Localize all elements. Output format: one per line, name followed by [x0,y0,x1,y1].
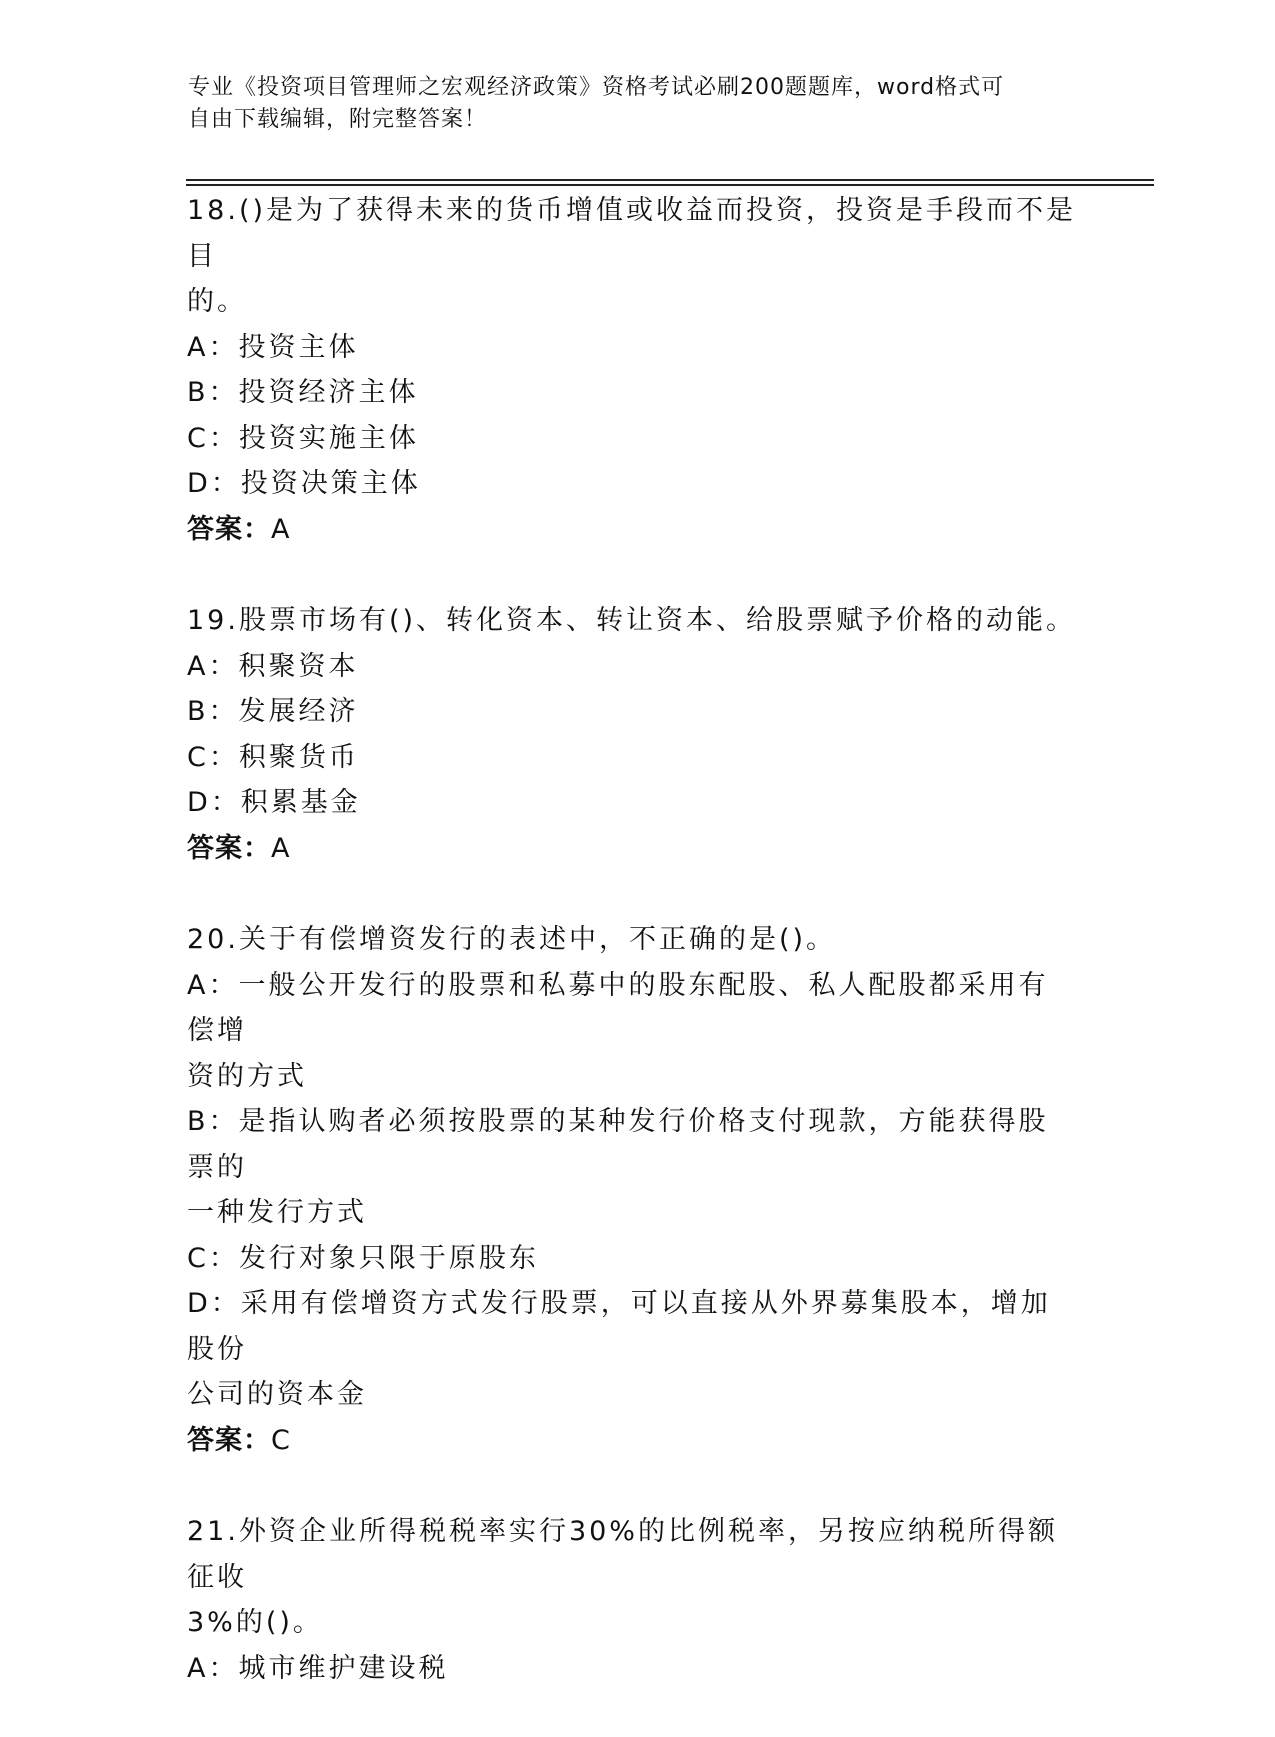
option-b: B：投资经济主体 [187,377,419,408]
answer-value: A [271,513,291,545]
answer-value: A [271,832,291,864]
question-21 [187,1509,1077,1691]
option-c: C：投资实施主体 [187,422,419,454]
option-a: A：一般公开发行的股票和私募中的股东配股、私人配股都采用有偿增 [187,969,1049,1046]
question-stem: 20.关于有偿增资发行的表述中，不正确的是()。 [187,924,837,955]
question-19 [187,598,1077,871]
question-stem: 3%的()。 [187,1607,323,1638]
question-18 [187,188,1077,552]
answer [187,826,1077,872]
question-stem: 19.股票市场有()、转化资本、转让资本、给股票赋予价格的动能。 [187,605,1077,636]
option-a-continued: 资的方式 [187,1060,307,1092]
question-stem: 的。 [187,286,247,317]
document-header [188,72,1078,136]
option-d: D：积累基金 [187,787,361,818]
option-a: A：城市维护建设税 [187,1652,449,1684]
question-20 [187,917,1077,1463]
question-stem: 18.()是为了获得未来的货币增值或收益而投资，投资是手段而不是目 [187,195,1077,272]
answer [187,507,1077,553]
answer-label: 答案： [187,1424,271,1456]
option-b: B：是指认购者必须按股票的某种发行价格支付现款，方能获得股票的 [187,1106,1049,1183]
header-line: 自由下载编辑，附完整答案！ [188,107,488,132]
option-d: D：采用有偿增资方式发行股票，可以直接从外界募集股本，增加股份 [187,1288,1051,1365]
option-d: D：投资决策主体 [187,468,421,499]
question-stem: 21.外资企业所得税税率实行30%的比例税率，另按应纳税所得额征收 [187,1516,1058,1593]
option-b-continued: 一种发行方式 [187,1197,367,1228]
question-list [187,188,1077,1737]
option-b: B：发展经济 [187,696,359,727]
answer-label: 答案： [187,832,271,864]
answer-label: 答案： [187,513,271,545]
answer-value: C [271,1424,291,1456]
option-a: A：投资主体 [187,331,359,363]
header-divider [186,184,1154,186]
option-d-continued: 公司的资本金 [187,1379,367,1410]
header-divider [186,179,1154,181]
answer [187,1418,1077,1464]
option-c: C：发行对象只限于原股东 [187,1242,539,1274]
option-a: A：积聚资本 [187,650,359,682]
header-line: 专业《投资项目管理师之宏观经济政策》资格考试必刷200题题库，word格式可 [188,75,1005,100]
option-c: C：积聚货币 [187,741,359,773]
